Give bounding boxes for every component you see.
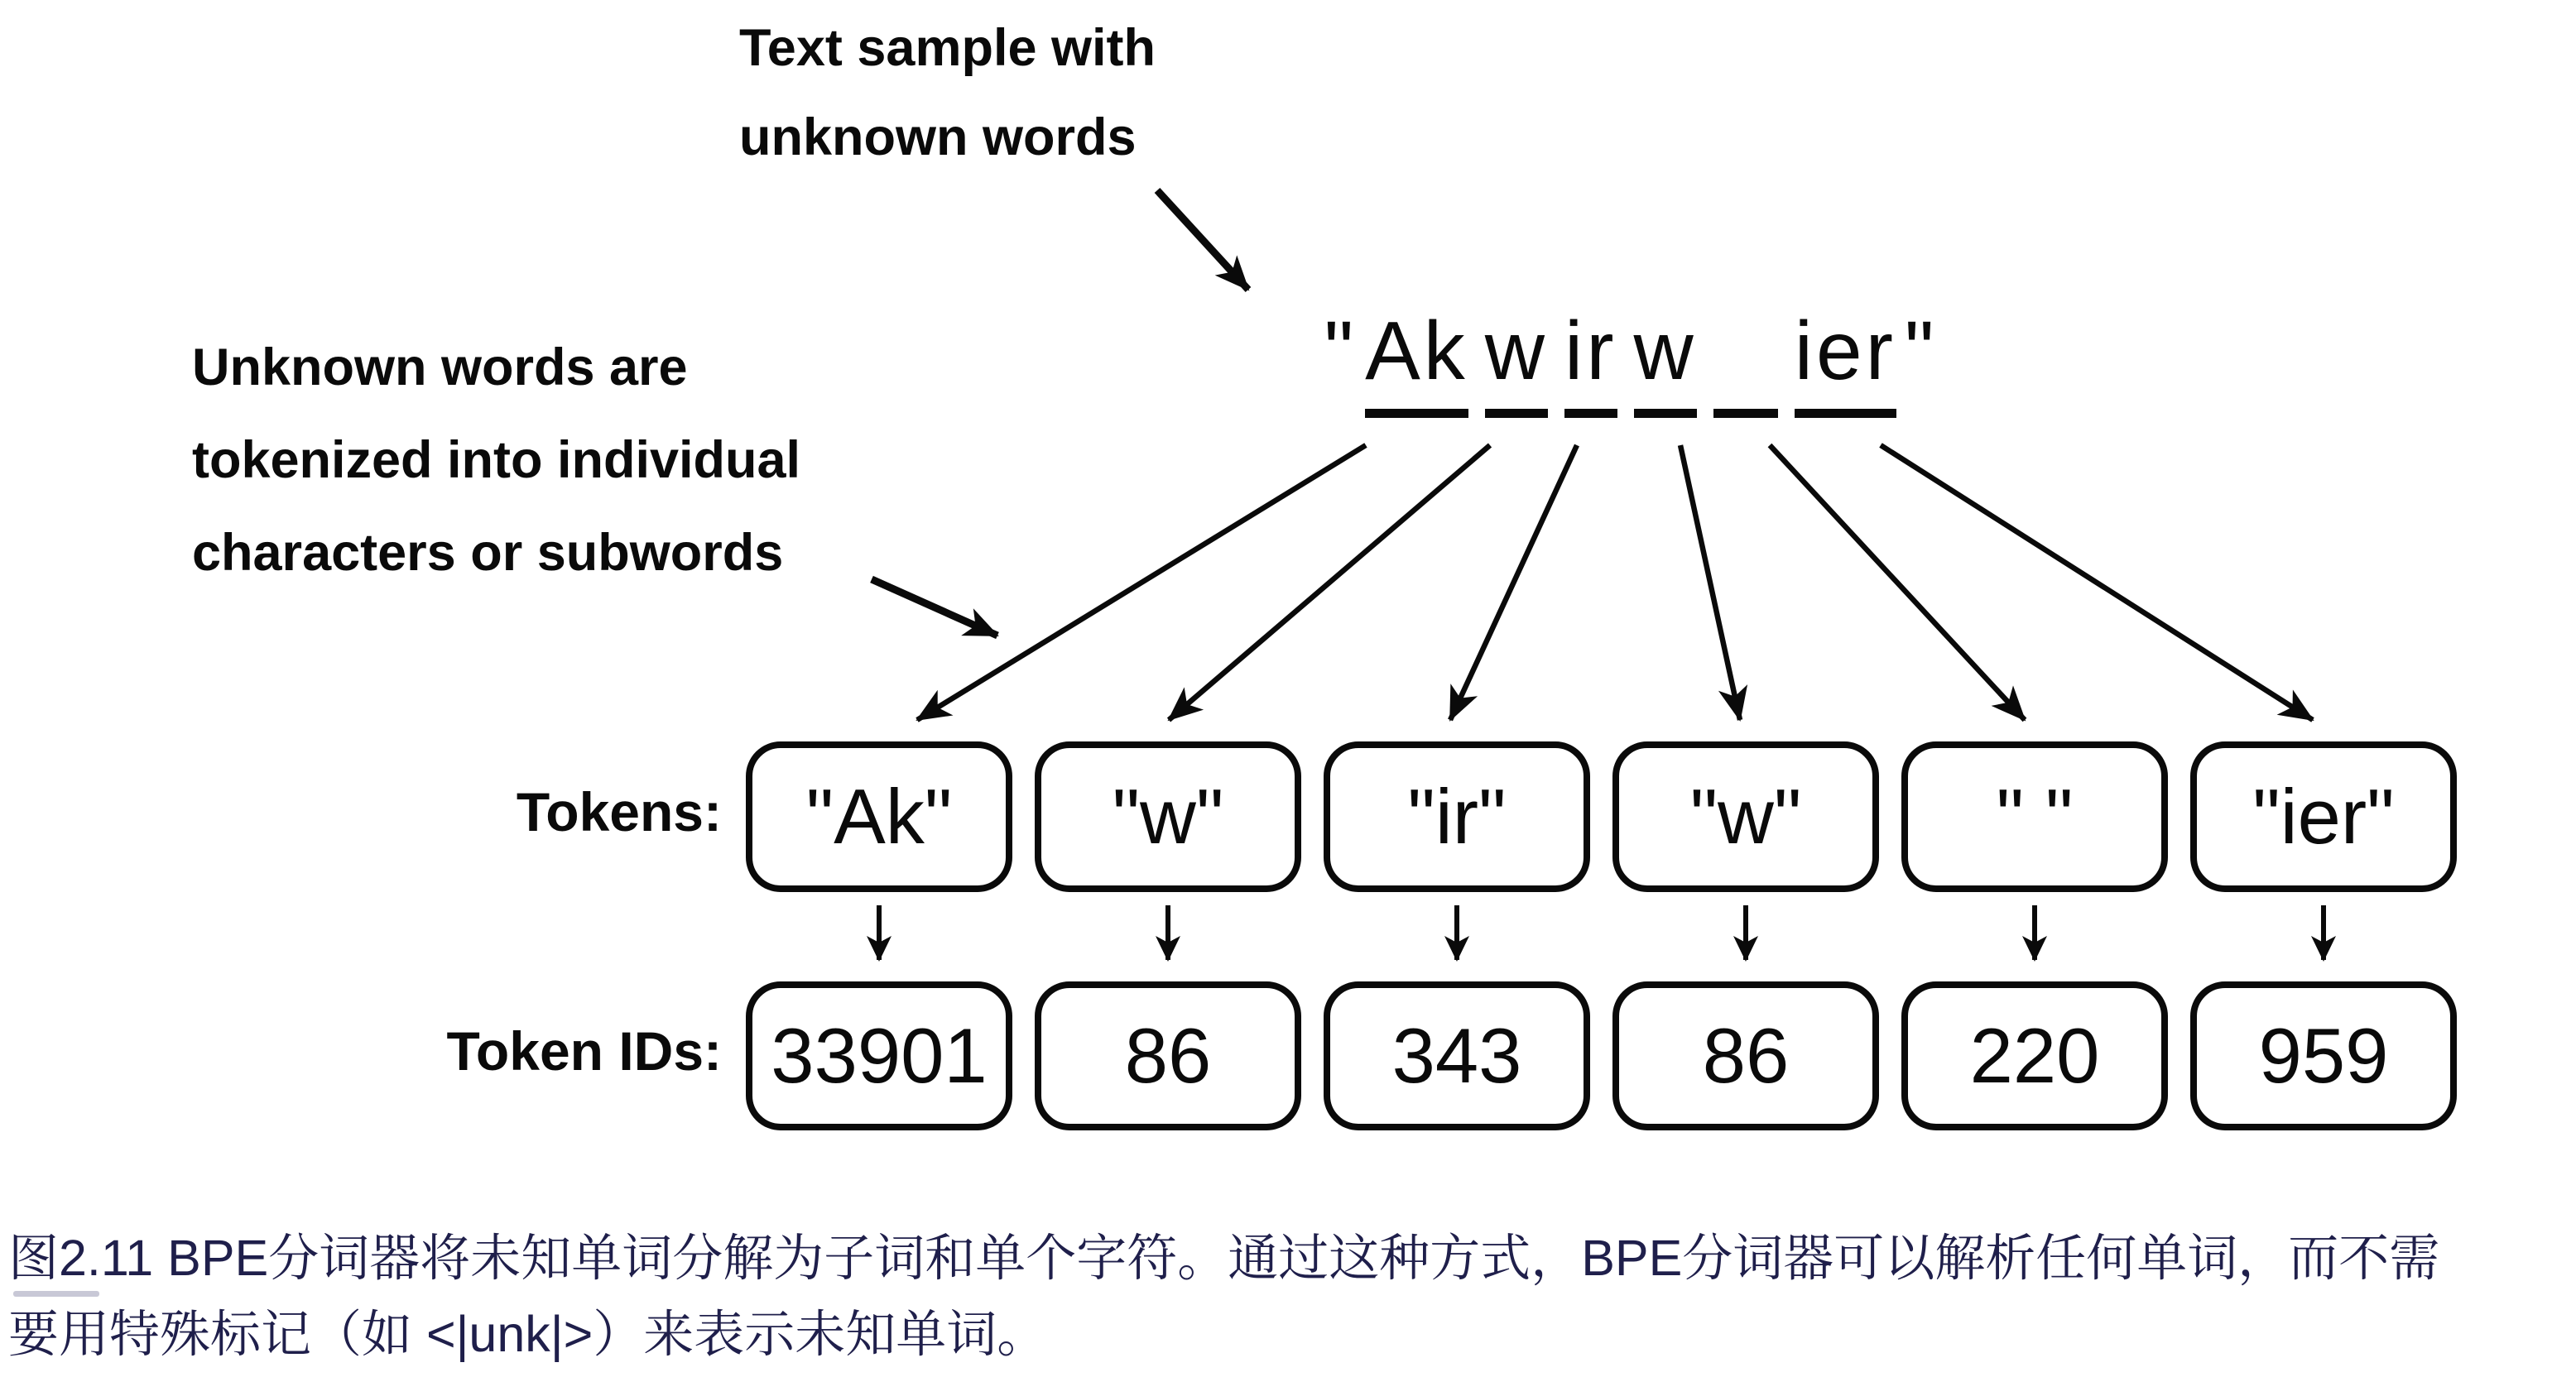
caption-line1: 图2.11 BPE分词器将未知单词分解为子词和单个字符。通过这种方式，BPE分词器可以解析任何单词，而不需 xyxy=(8,1230,2440,1286)
token-id-6-text: 959 xyxy=(2258,1012,2389,1099)
token-id-1-text: 33901 xyxy=(771,1012,988,1099)
token-box-3 xyxy=(1324,741,1590,892)
arrow-left-annotation-to-fan xyxy=(872,579,997,636)
token-id-box-4 xyxy=(1612,981,1879,1130)
sample-segment-w1: w xyxy=(1485,305,1548,418)
arrow-segment-w2-to-token xyxy=(1680,445,1740,720)
token-id-box-3 xyxy=(1324,981,1590,1130)
token-3-text: "ir" xyxy=(1407,773,1507,860)
arrow-top-annotation-to-word xyxy=(1157,190,1248,290)
token-id-box-6 xyxy=(2190,981,2457,1130)
token-box-5 xyxy=(1901,741,2168,892)
sample-segment-ier: ier xyxy=(1795,305,1896,418)
sample-close-quote: " xyxy=(1904,305,1938,397)
sample-segment-ir: ir xyxy=(1564,305,1617,418)
caption-spellcheck-underline xyxy=(13,1291,99,1297)
token-id-5-text: 220 xyxy=(1969,1012,2100,1099)
token-box-6 xyxy=(2190,741,2457,892)
left-annotation xyxy=(192,321,800,599)
token-ids-label: Token IDs: xyxy=(446,1020,722,1082)
arrow-segment-ier-to-token xyxy=(1881,445,2313,720)
left-annotation-line2: tokenized into individual xyxy=(192,431,801,489)
sample-segment-w2: w xyxy=(1634,305,1697,418)
sample-segment-Ak: Ak xyxy=(1365,305,1468,418)
arrow-segment-space-to-token xyxy=(1770,445,2025,720)
top-annotation-line1: Text sample with xyxy=(739,19,1156,77)
token-5-text: " " xyxy=(1996,773,2074,860)
token-4-text: "w" xyxy=(1689,773,1802,860)
token-id-3-text: 343 xyxy=(1391,1012,1522,1099)
token-1-text: "Ak" xyxy=(805,773,953,860)
caption-line2: 要用特殊标记（如 <|unk|>）来表示未知单词。 xyxy=(8,1306,1048,1362)
left-annotation-line1: Unknown words are xyxy=(192,338,688,396)
token-id-box-1 xyxy=(746,981,1012,1130)
arrow-segment-ir-to-token xyxy=(1450,445,1577,720)
token-box-4 xyxy=(1612,741,1879,892)
token-id-box-5 xyxy=(1901,981,2168,1130)
top-annotation xyxy=(739,3,1156,182)
token-2-text: "w" xyxy=(1112,773,1224,860)
top-annotation-line2: unknown words xyxy=(739,108,1137,166)
token-id-2-text: 86 xyxy=(1124,1012,1212,1099)
arrow-segment-Ak-to-token xyxy=(917,445,1366,720)
token-box-2 xyxy=(1035,741,1301,892)
token-id-box-2 xyxy=(1035,981,1301,1130)
token-6-text: "ier" xyxy=(2252,773,2395,860)
sample-segment-space xyxy=(1713,397,1778,418)
tokens-label: Tokens: xyxy=(516,781,722,842)
token-id-4-text: 86 xyxy=(1702,1012,1790,1099)
left-annotation-line3: characters or subwords xyxy=(192,524,784,582)
token-box-1 xyxy=(746,741,1012,892)
sample-open-quote: " xyxy=(1324,305,1358,397)
sample-word xyxy=(1192,305,2069,418)
arrow-segment-w1-to-token xyxy=(1169,445,1490,720)
